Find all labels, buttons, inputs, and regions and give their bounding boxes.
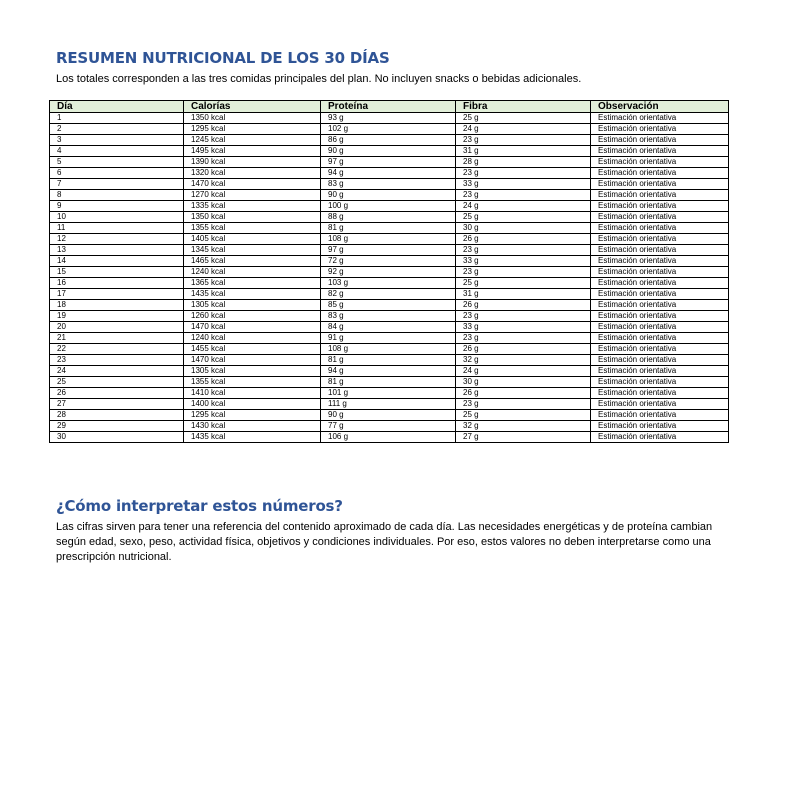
table-row (50, 388, 729, 399)
table-row (50, 278, 729, 289)
table-cell: 23 g (456, 135, 591, 146)
table-cell: Estimación orientativa (591, 256, 729, 267)
table-row (50, 124, 729, 135)
table-row (50, 344, 729, 355)
table-cell: 25 g (456, 212, 591, 223)
table-cell: Estimación orientativa (591, 388, 729, 399)
table-row (50, 366, 729, 377)
table-cell: 83 g (321, 311, 456, 322)
interpretation-paragraph: Las cifras sirven para tener una referencia del contenido aproximado de cada día. Las necesidades energéticas y de proteína cambian según edad, sexo, peso, actividad física, objetivos y condiciones individuales. Por eso, estos valores no deben interpretarse como una prescripción nutricional. (56, 521, 713, 563)
table-cell: 18 (50, 300, 184, 311)
table-cell: 25 (50, 377, 184, 388)
table-cell: 33 g (456, 322, 591, 333)
table-cell: 94 g (321, 366, 456, 377)
column-header: Observación (591, 101, 729, 113)
table-cell: 30 (50, 432, 184, 443)
table-cell: 1495 kcal (184, 146, 321, 157)
table-row (50, 212, 729, 223)
table-cell: 2 (50, 124, 184, 135)
table-cell: 82 g (321, 289, 456, 300)
table-cell: Estimación orientativa (591, 245, 729, 256)
table-cell: 92 g (321, 267, 456, 278)
table-cell: 4 (50, 146, 184, 157)
table-cell: 11 (50, 223, 184, 234)
table-cell: 97 g (321, 157, 456, 168)
table-cell: Estimación orientativa (591, 190, 729, 201)
table-row (50, 399, 729, 410)
table-row (50, 157, 729, 168)
table-cell: Estimación orientativa (591, 146, 729, 157)
table-cell: 21 (50, 333, 184, 344)
table-cell: 14 (50, 256, 184, 267)
table-cell: 1270 kcal (184, 190, 321, 201)
table-cell: Estimación orientativa (591, 124, 729, 135)
table-cell: 90 g (321, 410, 456, 421)
table-cell: 1470 kcal (184, 179, 321, 190)
table-cell: 1295 kcal (184, 124, 321, 135)
table-cell: 1345 kcal (184, 245, 321, 256)
table-cell: 1260 kcal (184, 311, 321, 322)
table-cell: 6 (50, 168, 184, 179)
table-cell: 22 (50, 344, 184, 355)
table-body (50, 113, 729, 443)
table-cell: 19 (50, 311, 184, 322)
table-cell: 101 g (321, 388, 456, 399)
table-cell: 8 (50, 190, 184, 201)
table-cell: 12 (50, 234, 184, 245)
table-cell: 1405 kcal (184, 234, 321, 245)
table-cell: 103 g (321, 278, 456, 289)
table-cell: Estimación orientativa (591, 366, 729, 377)
table-row (50, 410, 729, 421)
table-cell: Estimación orientativa (591, 311, 729, 322)
table-cell: 1435 kcal (184, 289, 321, 300)
table-cell: 1240 kcal (184, 267, 321, 278)
table-cell: 32 g (456, 355, 591, 366)
table-row (50, 223, 729, 234)
table-cell: Estimación orientativa (591, 344, 729, 355)
table-cell: 30 g (456, 377, 591, 388)
table-row (50, 168, 729, 179)
table-cell: 23 g (456, 399, 591, 410)
table-cell: Estimación orientativa (591, 355, 729, 366)
table-cell: 93 g (321, 113, 456, 124)
table-cell: 15 (50, 267, 184, 278)
table-cell: 94 g (321, 168, 456, 179)
table-cell: 108 g (321, 344, 456, 355)
table-cell: 26 g (456, 300, 591, 311)
table-cell: 24 (50, 366, 184, 377)
table-cell: 90 g (321, 190, 456, 201)
table-row (50, 201, 729, 212)
table-cell: Estimación orientativa (591, 322, 729, 333)
table-cell: 1470 kcal (184, 322, 321, 333)
column-header: Fibra (456, 101, 591, 113)
table-row (50, 421, 729, 432)
table-cell: 1465 kcal (184, 256, 321, 267)
table-cell: 81 g (321, 377, 456, 388)
table-cell: 23 g (456, 311, 591, 322)
table-cell: 13 (50, 245, 184, 256)
table-row (50, 113, 729, 124)
table-cell: 16 (50, 278, 184, 289)
table-cell: 100 g (321, 201, 456, 212)
table-cell: Estimación orientativa (591, 289, 729, 300)
table-cell: 81 g (321, 223, 456, 234)
table-cell: 1410 kcal (184, 388, 321, 399)
table-row (50, 190, 729, 201)
table-cell: 83 g (321, 179, 456, 190)
table-cell: Estimación orientativa (591, 377, 729, 388)
table-cell: 111 g (321, 399, 456, 410)
table-cell: 31 g (456, 146, 591, 157)
table-cell: 86 g (321, 135, 456, 146)
table-cell: Estimación orientativa (591, 223, 729, 234)
table-row (50, 245, 729, 256)
table-row (50, 432, 729, 443)
table-cell: Estimación orientativa (591, 212, 729, 223)
table-cell: 1430 kcal (184, 421, 321, 432)
table-cell: 1355 kcal (184, 223, 321, 234)
table-cell: 108 g (321, 234, 456, 245)
table-row (50, 355, 729, 366)
table-row (50, 377, 729, 388)
nutrition-table (49, 100, 729, 443)
table-cell: 24 g (456, 366, 591, 377)
table-cell: Estimación orientativa (591, 168, 729, 179)
table-cell: 26 g (456, 234, 591, 245)
table-cell: 28 g (456, 157, 591, 168)
table-cell: 20 (50, 322, 184, 333)
table-cell: 26 g (456, 344, 591, 355)
table-cell: 3 (50, 135, 184, 146)
intro-paragraph: Los totales corresponden a las tres comidas principales del plan. No incluyen snacks o bebidas adicionales. (56, 73, 582, 85)
table-row (50, 333, 729, 344)
column-header: Proteína (321, 101, 456, 113)
table-cell: 25 g (456, 113, 591, 124)
table-cell: 32 g (456, 421, 591, 432)
table-cell: 1400 kcal (184, 399, 321, 410)
table-cell: 30 g (456, 223, 591, 234)
table-cell: 17 (50, 289, 184, 300)
table-cell: Estimación orientativa (591, 135, 729, 146)
table-cell: 26 g (456, 388, 591, 399)
table-cell: Estimación orientativa (591, 399, 729, 410)
table-cell: 24 g (456, 201, 591, 212)
section-title-summary: RESUMEN NUTRICIONAL DE LOS 30 DÍAS (56, 49, 390, 67)
table-cell: 27 (50, 399, 184, 410)
table-row (50, 311, 729, 322)
table-cell: 28 (50, 410, 184, 421)
table-cell: 97 g (321, 245, 456, 256)
table-cell: 1455 kcal (184, 344, 321, 355)
table-row (50, 267, 729, 278)
table-cell: Estimación orientativa (591, 278, 729, 289)
table-cell: Estimación orientativa (591, 267, 729, 278)
table-row (50, 179, 729, 190)
column-header: Calorías (184, 101, 321, 113)
table-cell: 91 g (321, 333, 456, 344)
table-cell: 88 g (321, 212, 456, 223)
table-row (50, 300, 729, 311)
table-cell: 31 g (456, 289, 591, 300)
table-cell: 25 g (456, 278, 591, 289)
table-cell: Estimación orientativa (591, 157, 729, 168)
table-cell: 1470 kcal (184, 355, 321, 366)
table-cell: 23 g (456, 190, 591, 201)
table-cell: 1435 kcal (184, 432, 321, 443)
table-cell: 72 g (321, 256, 456, 267)
table-row (50, 256, 729, 267)
table-cell: Estimación orientativa (591, 333, 729, 344)
table-cell: 23 g (456, 168, 591, 179)
table-cell: 33 g (456, 179, 591, 190)
table-cell: Estimación orientativa (591, 410, 729, 421)
table-row (50, 135, 729, 146)
table-cell: 5 (50, 157, 184, 168)
table-cell: 1350 kcal (184, 212, 321, 223)
table-cell: Estimación orientativa (591, 113, 729, 124)
table-cell: 1320 kcal (184, 168, 321, 179)
table-cell: 9 (50, 201, 184, 212)
table-cell: 81 g (321, 355, 456, 366)
table-cell: Estimación orientativa (591, 432, 729, 443)
table-cell: 1390 kcal (184, 157, 321, 168)
table-cell: Estimación orientativa (591, 179, 729, 190)
column-header: Día (50, 101, 184, 113)
table-cell: Estimación orientativa (591, 234, 729, 245)
table-row (50, 289, 729, 300)
table-row (50, 234, 729, 245)
table-cell: 33 g (456, 256, 591, 267)
table-cell: 85 g (321, 300, 456, 311)
section-title-interpretation: ¿Cómo interpretar estos números? (56, 497, 343, 515)
table-cell: 23 g (456, 333, 591, 344)
table-cell: 25 g (456, 410, 591, 421)
table-cell: 1305 kcal (184, 300, 321, 311)
table-header-row (50, 101, 729, 113)
table-cell: 102 g (321, 124, 456, 135)
table-cell: 23 g (456, 267, 591, 278)
table-cell: 23 (50, 355, 184, 366)
table-cell: 1365 kcal (184, 278, 321, 289)
table-cell: 26 (50, 388, 184, 399)
table-cell: 29 (50, 421, 184, 432)
table-cell: 10 (50, 212, 184, 223)
table-cell: 84 g (321, 322, 456, 333)
table-row (50, 146, 729, 157)
table-cell: 24 g (456, 124, 591, 135)
table-cell: 106 g (321, 432, 456, 443)
table-cell: 1305 kcal (184, 366, 321, 377)
table-cell: 1240 kcal (184, 333, 321, 344)
table-cell: 7 (50, 179, 184, 190)
table-cell: Estimación orientativa (591, 201, 729, 212)
table-cell: 23 g (456, 245, 591, 256)
table-cell: 1245 kcal (184, 135, 321, 146)
table-cell: 1355 kcal (184, 377, 321, 388)
table-cell: 1 (50, 113, 184, 124)
table-cell: 1295 kcal (184, 410, 321, 421)
table-cell: 1350 kcal (184, 113, 321, 124)
table-cell: 1335 kcal (184, 201, 321, 212)
table-cell: Estimación orientativa (591, 421, 729, 432)
table-cell: 90 g (321, 146, 456, 157)
table-cell: 27 g (456, 432, 591, 443)
table-cell: Estimación orientativa (591, 300, 729, 311)
table-cell: 77 g (321, 421, 456, 432)
table-row (50, 322, 729, 333)
